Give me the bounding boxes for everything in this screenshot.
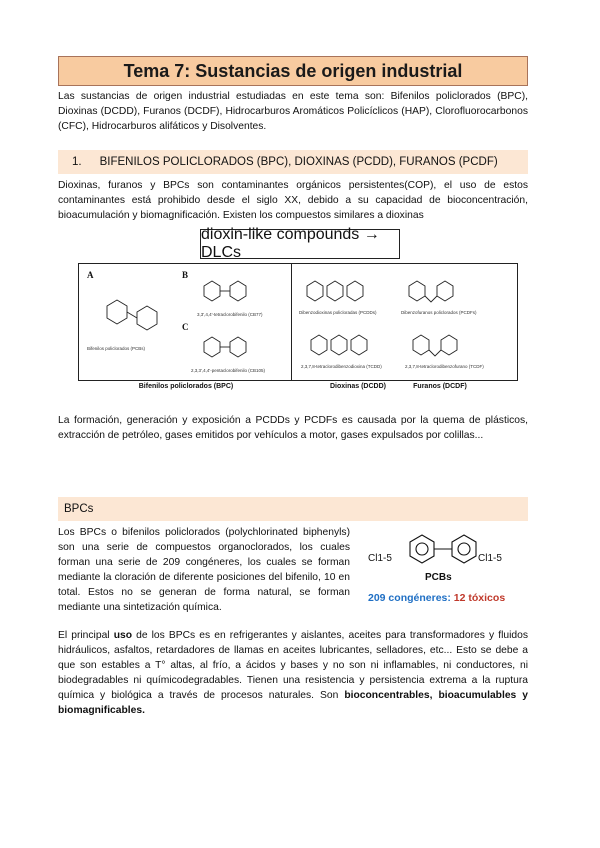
caption-furanos: Furanos (DCDF) [413, 383, 467, 390]
cb77-ring-right [230, 281, 246, 301]
pcb-aromatic-b [458, 543, 470, 555]
congeners-line [368, 592, 505, 604]
pcdd-ring-2 [327, 281, 343, 301]
section1-heading [58, 150, 528, 174]
section2-heading [58, 497, 528, 521]
pcdf-bridge [425, 296, 437, 302]
structures-figure [78, 263, 518, 381]
panel-b-label: 3,3',4,4'-tetraclorobifenilo (CB77) [197, 312, 263, 317]
uso-bold-end: bioconcentrables, bioacumulables y biomagnificables. [58, 690, 528, 716]
pcdd-ring-1 [307, 281, 323, 301]
pcdf-label: Dibenzofuranos policlorados (PCDFs) [401, 310, 477, 315]
tcdd-ring-2 [331, 335, 347, 355]
uso-text: de los BPCs es en refrigerantes y aislantes, aceites para transformadores y fluidos hidráulicos, asfaltos, retardadores de llamas en aceites lubricantes, selladores, etc... Esto se debe a que son estables a T° altas, al frío, a ácidos y bases y no son ni inflamables, ni conductores, ni biodegradables ni químicodegradables. Tienen una resistencia y persistencia extrema a la ruptura química y biológica a través de procesos naturales. Son [58, 630, 528, 701]
pcb-ring-left [107, 300, 127, 324]
panel-c-label: 2,3,3',4,4'-pentaclorobifenilo (CB105) [191, 368, 266, 373]
cb105-ring-left [204, 337, 220, 357]
cb77-ring-left [204, 281, 220, 301]
caption-dioxinas: Dioxinas (DCDD) [329, 383, 386, 390]
section1-paragraph2: La formación, generación y exposición a PCDDs y PCDFs es causada por la quema de plásticos, extracción de petróleo, gases emitidos por vehículos a motor, gases expulsados por colillas... [58, 415, 528, 441]
dlc-label-box [200, 226, 400, 261]
tcdf-ring-2 [441, 335, 457, 355]
pcb-formula: PCBs [425, 572, 452, 583]
pcdf-ring-1 [409, 281, 425, 301]
panel-a-label: Bifenilos policlorados (PCBs) [87, 346, 146, 351]
page-title: Tema 7: Sustancias de origen industrial [123, 60, 463, 81]
pcdd-ring-3 [347, 281, 363, 301]
congeners-count: 209 congéneres: [368, 592, 451, 604]
tcdd-ring-1 [311, 335, 327, 355]
section1-number: 1. [72, 156, 82, 168]
pcdf-ring-2 [437, 281, 453, 301]
pcb-cl-left: Cl1-5 [368, 553, 392, 564]
tcdf-label: 2,3,7,8-tetraclorodibenzofurano (TCDF) [405, 364, 484, 369]
section1-paragraph: Dioxinas, furanos y BPCs son contaminantes orgánicos persistentes(COP), el uso de estos contaminantes está prohibido desde el siglo XX, debido a su capacidad de bioconcentración, bioacumulación y biomagnificación. Existen los compuestos similares a dioxinas [58, 180, 528, 221]
pcb-cl-right: Cl1-5 [478, 553, 502, 564]
tcdd-label: 2,3,7,8-tetraclorodibenzodioxina (TCDD) [301, 364, 382, 369]
tcdf-bridge [429, 350, 441, 356]
panel-letter-a: A [87, 270, 94, 280]
section1-title: BIFENILOS POLICLORADOS (BPC), DIOXINAS (PCDD), FURANOS (PCDF) [99, 156, 498, 168]
dlc-label: dioxin-like compounds → DLCs [201, 226, 380, 261]
tcdd-ring-3 [351, 335, 367, 355]
pcb-bond [127, 312, 137, 318]
toxic-count: 12 tóxicos [453, 592, 506, 604]
section2-paragraph: Los BPCs o bifenilos policlorados (polychlorinated biphenyls) son una serie de compuestos organoclorados, los cuales forman una serie de 209 congéneres, los cuales se forman mediante la cloración de diferente posiciones del bifenilo, 10 en total. Estos no se generan de forma natural, se forman mediante una sintetización química. [58, 527, 350, 613]
pcdd-label: Dibenzodioxinas policloradas (PCDDs) [299, 310, 377, 315]
pcb-ring-a [410, 535, 434, 563]
intro-paragraph: Las sustancias de origen industrial estudiadas en este tema son: Bifenilos policlorados (BPC), Dioxinas (DCDD), Furanos (DCDF), Hidrocarburos Aromáticos Policíclicos (HAP), Clorofluorocarbonos (CFC), Hidrocarburos alifáticos y Disolventes. [58, 91, 528, 132]
pcb-ring-right [137, 306, 157, 330]
section2-title: BPCs [64, 503, 94, 515]
panel-letter-c: C [182, 322, 189, 332]
uso-word: uso [113, 630, 132, 641]
caption-bpc: Bifenilos policlorados (BPC) [138, 383, 234, 390]
cb105-ring-right [230, 337, 246, 357]
panel-letter-b: B [182, 270, 189, 280]
pcb-aromatic-a [416, 543, 428, 555]
uso-prefix: El principal [58, 630, 110, 641]
pcb-ring-b [452, 535, 476, 563]
tcdf-ring-1 [413, 335, 429, 355]
title-box [58, 56, 528, 86]
uso-paragraph [58, 628, 528, 718]
